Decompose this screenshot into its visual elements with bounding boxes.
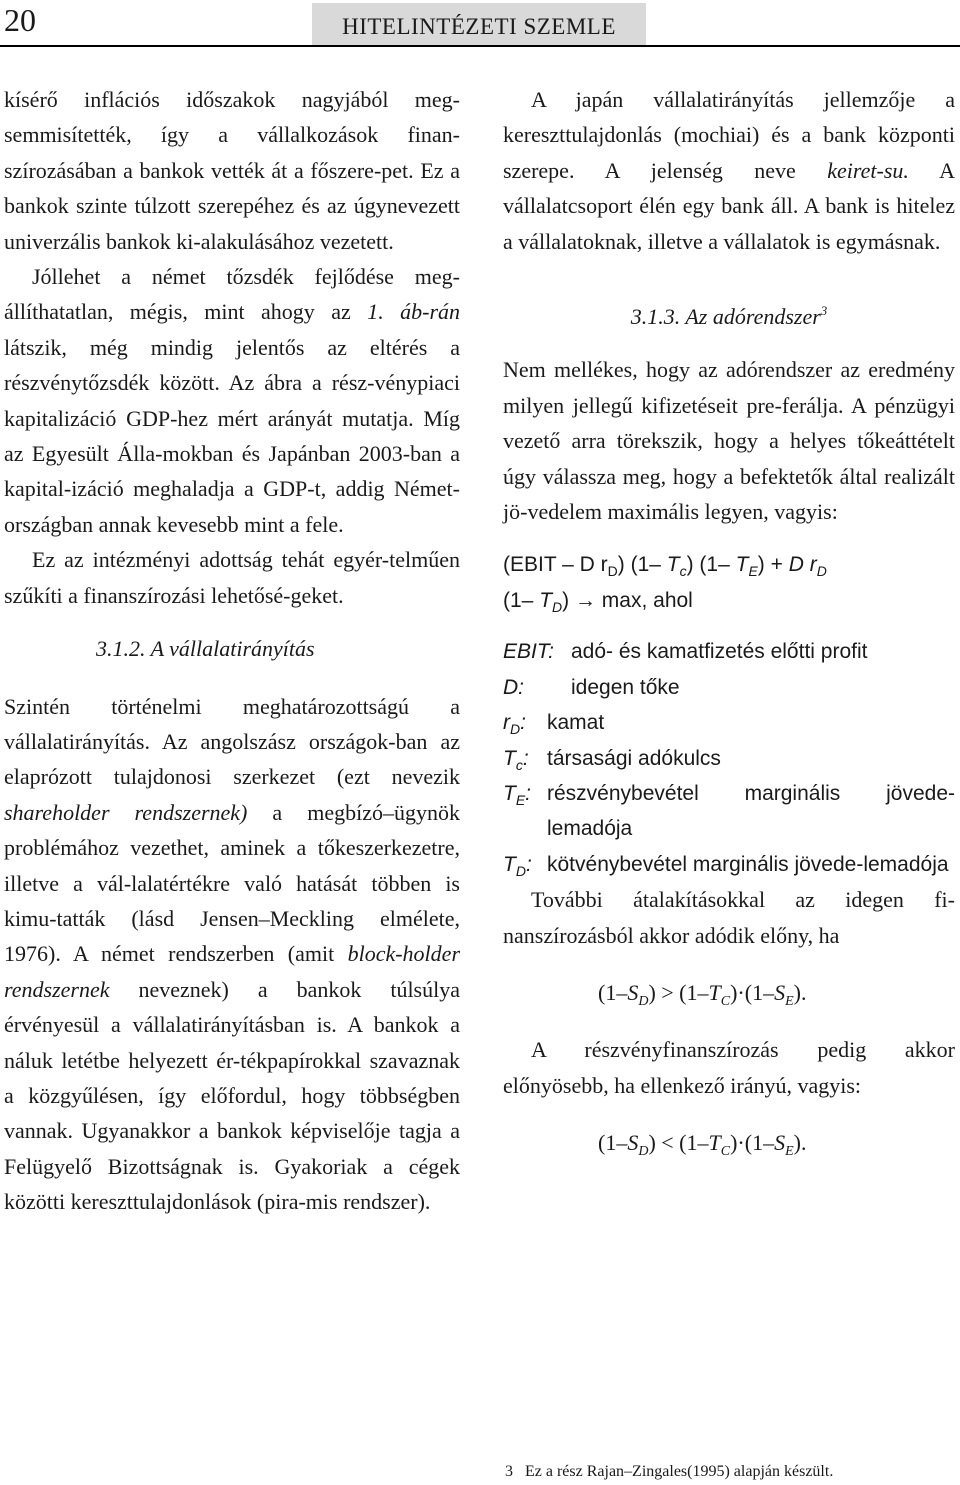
definition-d [503, 670, 955, 705]
footnote-number: 3 [505, 1463, 513, 1480]
right-paragraph-3: További átalakításokkal az idegen fi-nanszírozásból akkor adódik előny, ha [503, 887, 955, 948]
left-paragraph-4 [4, 689, 460, 1220]
section-title-vallalatiranyitas: 3.1.2. A vállalatirányítás [96, 636, 315, 662]
inequality-equity: $(1-S_D) < (1-T_C)\cdot(1-S_E)$. [598, 1130, 807, 1160]
definition-term: $r_D$: [503, 711, 526, 738]
left-p2-text-a: Jóllehet a német tőzsdék fejlődése meg-állíthatatlan, mégis, mint ahogy az [4, 264, 460, 325]
figure-reference: 1. áb-rán [367, 299, 461, 325]
right-paragraph-2: Nem mellékes, hogy az adórendszer az eredmény milyen jellegű kifizetéseit pre-ferálja. A pénzügyi vezető arra törekszik, hogy a helyes tőkeáttételt úgy válassza meg, hogy a befektetők által realizált jö-vedelem maximális legyen, vagyis: [503, 357, 955, 525]
left-p4-italic-2: block-holder rendszernek [4, 941, 460, 1002]
left-p4-italic-1: shareholder rendszernek) [4, 799, 248, 825]
definition-text: idegen tőke [571, 675, 680, 699]
definition-text: részvénybevétel marginális jövede-lemadója [547, 781, 955, 841]
definition-term-sub: E [515, 791, 526, 808]
right-p1-italic: keiret-su. [827, 157, 909, 183]
definition-text: kötvénybevétel marginális jövede-lemadója [547, 852, 949, 876]
definition-text: kamat [547, 711, 605, 735]
definition-term-sub: D [510, 721, 521, 738]
left-p4-text-c: neveznek) a bankok túlsúlya érvényesül a vállalatirányításban is. A bankok a náluk letétbe helyezett ér-tékpapírokkal szavaznak a közgyűlésen, így előfordul, hogy többségben vannak. Ugyanakkor a bankok képviselője tagja a Felügyelő Bizottságnak is. Gyakoriak a cégek közötti kereszttulajdonlások (pira-mis rendszer). [4, 976, 460, 1215]
definition-term: $T_E$: [503, 781, 532, 808]
formula-line-1: (EBIT – D $r_D$) (1– $T_c$) (1– $T_E) + D$ $r_D$ [503, 553, 827, 580]
definition-term: $T_D$: [503, 852, 532, 879]
section-title-adorendszer [503, 299, 955, 334]
footnote [505, 1462, 833, 1482]
definition-ebit [503, 634, 955, 669]
definition-term: EBIT: [503, 640, 554, 664]
definitions-list [503, 634, 955, 882]
right-p1-text-a: A japán vállalatirányítás jellemzője a kereszttulajdonlás (mochiai) és a bank központi szerepe. A jelenség neve [503, 87, 955, 183]
definition-term-sub: D [515, 862, 526, 879]
section-title-adorendszer-text: 3.1.3. Az adórendszer [630, 304, 821, 330]
right-paragraph-1 [503, 82, 955, 259]
right-p1-text-b: A vállalatcsoport élén egy bank áll. A bank is hitelez a vállalatoknak, illetve a vállalatok is egymásnak. [503, 157, 955, 254]
footnote-marker: 3 [820, 303, 828, 319]
definition-term-base: r [503, 711, 510, 735]
definition-term-sub: c [515, 756, 523, 773]
definition-term: $T_c$: [503, 746, 529, 773]
definition-term-base: T [503, 781, 516, 805]
footnote-text: Ez a rész Rajan–Zingales(1995) alapján készült. [525, 1463, 834, 1480]
definition-text: adó- és kamatfizetés előtti profit [571, 640, 868, 664]
objective-formula [503, 547, 955, 618]
header-rule [0, 45, 960, 47]
left-p4-text-a: Szintén történelmi meghatározottságú a vállalatirányítás. Az angolszász országok-ban az elaprózott tulajdonosi szerkezet (ezt nevezik [4, 693, 460, 790]
definition-rd [503, 705, 955, 740]
formula-tail: ) → max, ahol [562, 588, 693, 612]
left-column [4, 82, 460, 1220]
right-column [503, 82, 955, 1183]
journal-title: HITELINTÉZETI SZEMLE [312, 3, 646, 45]
left-p2-text-b: látszik, még mindig jelentős az eltérés a részvénytőzsdék között. Az ábra a rész-vénypiaci kapitalizáció GDP-hez mért arányát mutatja. Míg az Egyesült Álla-mokban és Japánban 2003-ban a kapital-izáció meghaladja a GDP-t, addig Német-országban annak kevesebb mint a fele. [4, 334, 460, 537]
left-paragraph-2 [4, 259, 460, 542]
definition-term-base: T [503, 746, 516, 770]
formula-line-2: (1– $T_D) \to \max$, ahol [503, 588, 693, 615]
left-paragraph-3: Ez az intézményi adottság tehát egyér-telműen szűkíti a finanszírozási lehetősé-geket. [4, 547, 460, 608]
definition-te [503, 776, 955, 847]
definition-td [503, 847, 955, 882]
page-number: 20 [4, 2, 36, 38]
left-p4-text-b: a megbízó–ügynök problémához vezethet, aminek a tőkeszerkezetre, illetve a vál-lalatértékre való hatását többen is kimu-tatták (lásd Jensen–Meckling elmélete, 1976). A német rendszerben (amit [4, 799, 460, 967]
right-paragraph-4: A részvényfinanszírozás pedig akkor előnyösebb, ha ellenkező irányú, vagyis: [503, 1037, 955, 1098]
left-paragraph-1: kísérő inflációs időszakok nagyjából meg-semmisítették, így a vállalkozások finan-szírozásában a bankok vették át a főszere-pet. Ez a bankok szinte túlzott szerepéhez és az úgynevezett univerzális bankok ki-alakulásához vezetett. [4, 87, 460, 254]
definition-term-base: T [503, 852, 516, 876]
definition-tc [503, 741, 955, 776]
inequality-debt: $(1-S_D) > (1-T_C)\cdot(1-S_E)$. [598, 979, 807, 1009]
definition-term: D: [503, 675, 524, 699]
definition-text: társasági adókulcs [547, 746, 721, 770]
